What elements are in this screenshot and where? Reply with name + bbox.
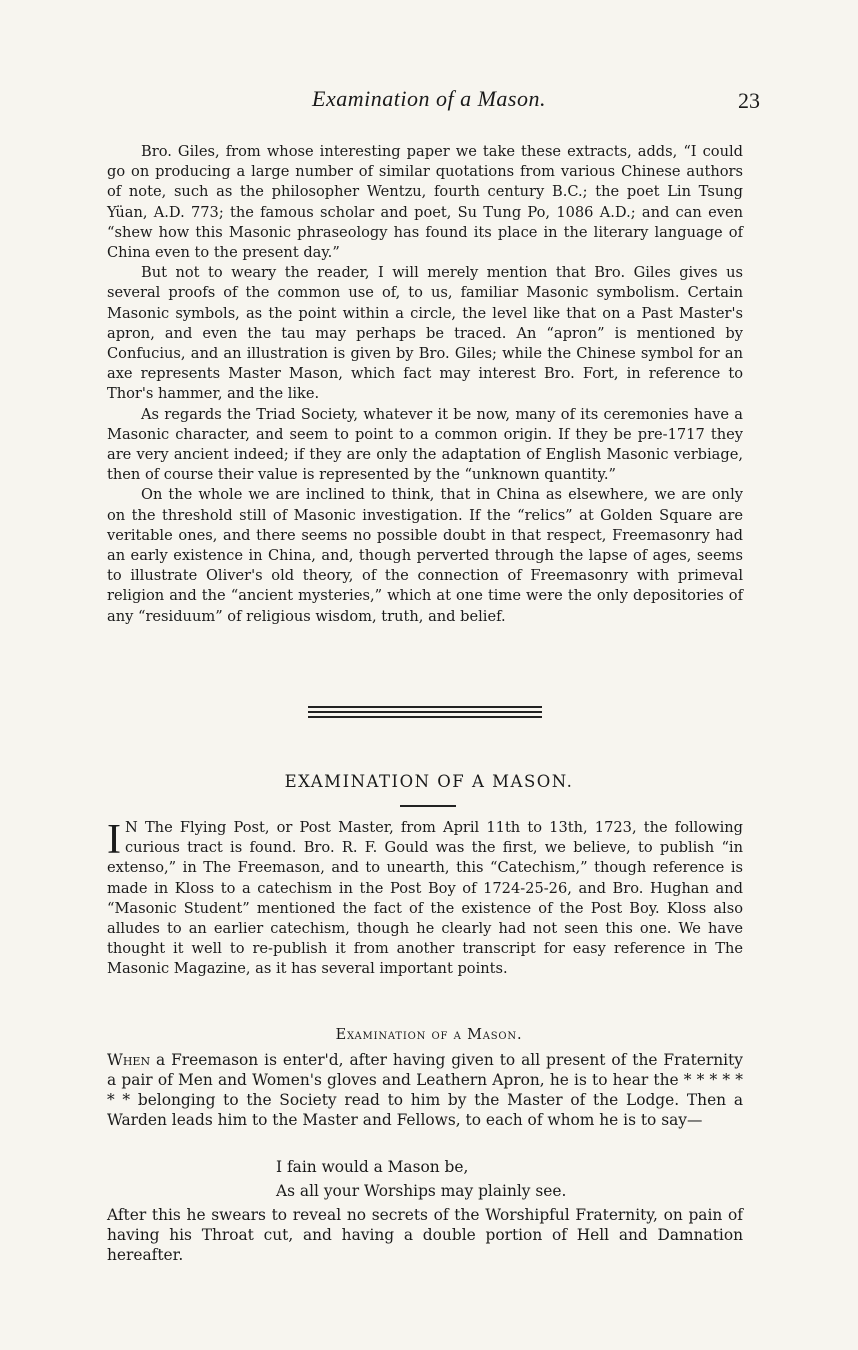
paragraph: As regards the Triad Society, whatever it be now, many of its ceremonies have a Masonic character, and seem to point to a common origin. If they be pre-1717 they are very ancient indeed; if they are only the adaptation of English Masonic verbiage, then of course their value is represented by the “unknown quantity.” <box>107 405 743 484</box>
intro-paragraph: I N The Flying Post, or Post Master, from April 11th to 13th, 1723, the following curious tract is found. Bro. R. F. Gould was the first, we believe, to publish “in extenso,” in The Freemason, and to unearth, this “Catechism,” though reference is made in Kloss to a catechism in the Post Boy of 1724-25-26, and Bro. Hughan and “Masonic Student” mentioned the fact of the existence of the Post Boy. Kloss also alludes to an earlier catechism, though he clearly had not seen this one. We have thought it well to re-publish it from another transcript for easy reference in The Masonic Magazine, as it has several important points. <box>107 817 743 978</box>
tract-closing <box>107 1205 743 1265</box>
tract-body <box>107 1050 743 1130</box>
tract-subtitle: Examination of a Mason. <box>335 1027 523 1043</box>
title-rule <box>400 805 456 807</box>
paragraph: But not to weary the reader, I will merely mention that Bro. Giles gives us several proofs of the common use of, to us, familiar Masonic symbolism. Certain Masonic symbols, as the point within a circle, the level like that on a Past Master's apron, and even the tau may perhaps be traced. An “apron” is mentioned by Confucius, and an illustration is given by Bro. Giles; while the Chinese symbol for an axe represents Master Mason, which fact may interest Bro. Fort, in reference to Thor's hammer, and the like. <box>107 264 743 403</box>
running-title: Examination of a Mason. <box>312 86 546 111</box>
continued-text <box>107 142 743 627</box>
page-number: 23 <box>738 88 760 113</box>
section-intro <box>107 818 743 980</box>
tract-paragraph: When a Freemason is enter'd, after having given to all present of the Fraternity a pair of Men and Women's gloves and Leathern Apron, he is to hear the * * * * * * * belonging to the Society read to him by the Master of the Lodge. Then a Warden leads him to the Master and Fellows, to each of whom he is to say— <box>107 1051 743 1129</box>
closing-paragraph: After this he swears to reveal no secrets of the Worshipful Fraternity, on pain of having his Throat cut, and having a double portion of Hell and Damnation hereafter. <box>107 1206 743 1264</box>
running-head <box>0 86 858 120</box>
section-title: EXAMINATION OF A MASON. <box>284 772 574 791</box>
drop-cap: I <box>107 817 121 863</box>
verse-line: As all your Worships may plainly see. <box>276 1182 567 1200</box>
verse <box>276 1155 566 1203</box>
paragraph: On the whole we are inclined to think, that in China as elsewhere, we are only on the threshold still of Masonic investigation. If the “relics” at Golden Square are veritable ones, and there seems no possible doubt in that respect, Freemasonry had an early existence in China, and, though perverted through the lapse of ages, seems to illustrate Oliver's old theory, of the connection of Freemasonry with primeval religion and the “ancient mysteries,” which at one time were the only depositories of any “residuum” of religious wisdom, truth, and belief. <box>107 486 743 625</box>
paragraph: Bro. Giles, from whose interesting paper we take these extracts, adds, “I could go on producing a large number of similar quotations from various Chinese authors of note, such as the philosopher Wentzu, fourth century B.C.; the poet Lin Tsung Yüan, A.D. 773; the famous scholar and poet, Su Tung Po, 1086 A.D.; and can even “shew how this Masonic phraseology has found its place in the literary language of China even to the present day.” <box>107 143 743 262</box>
verse-line: I fain would a Mason be, <box>276 1158 469 1176</box>
section-divider <box>308 706 542 718</box>
